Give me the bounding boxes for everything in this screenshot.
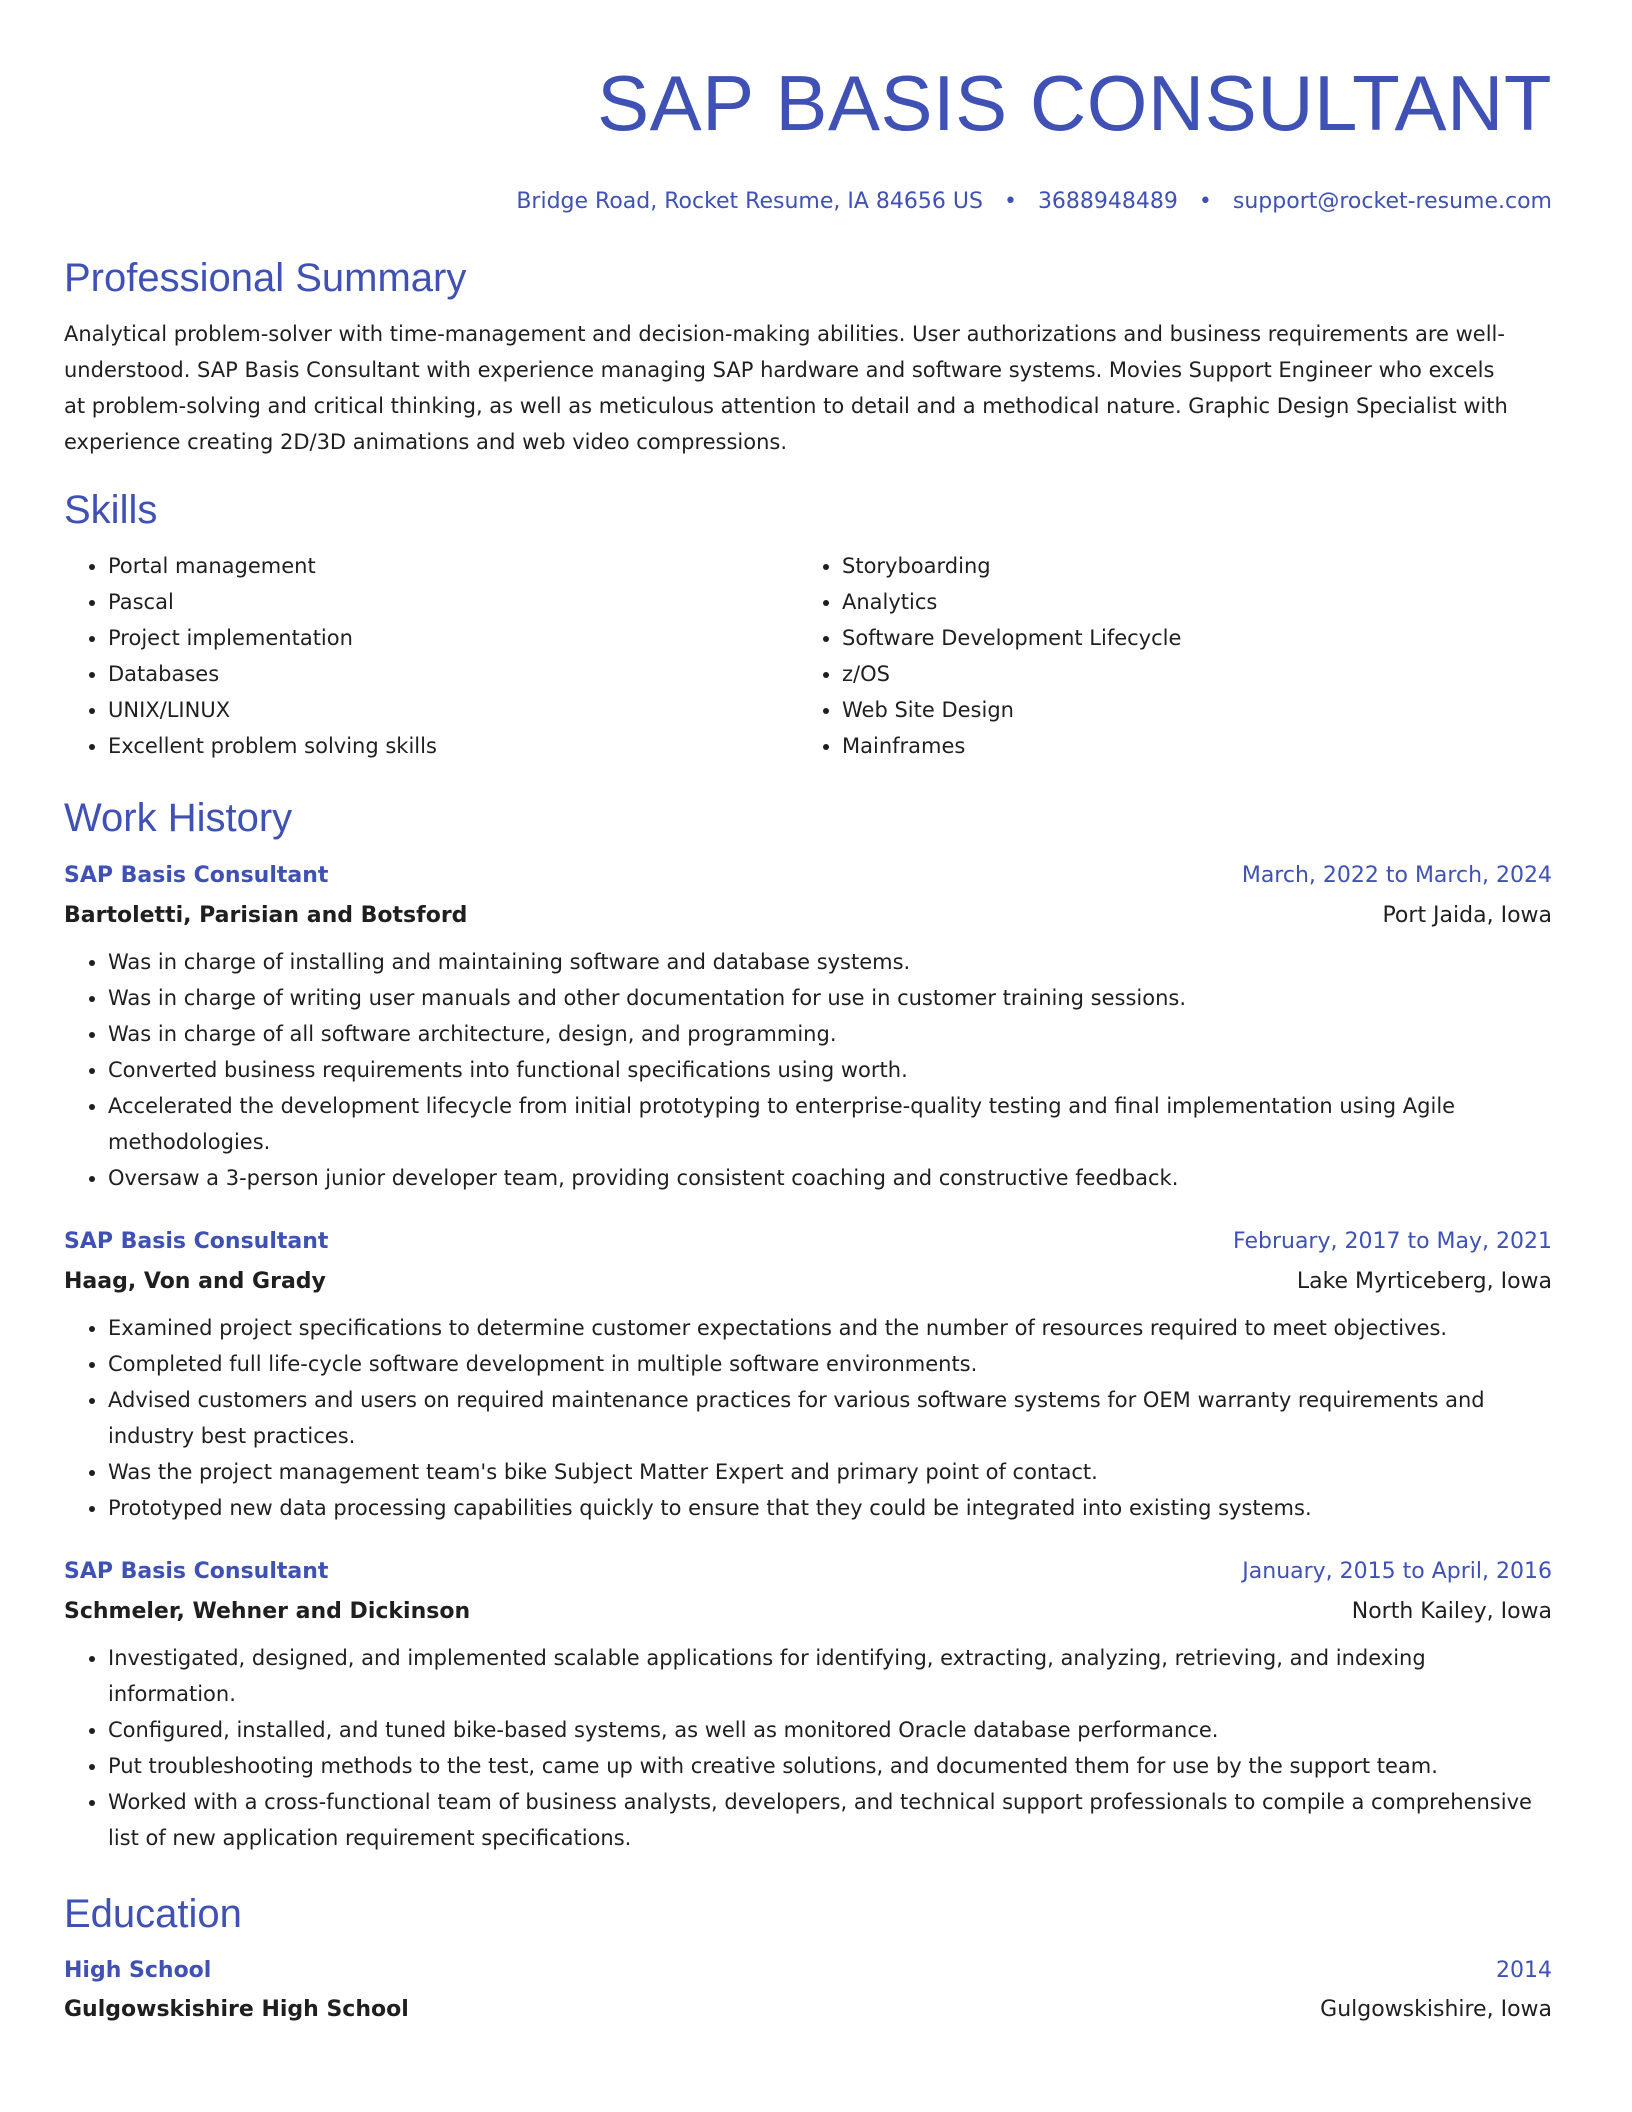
job-bullets — [64, 1310, 1552, 1526]
job-bullet: • Advised customers and users on required maintenance practices for various software systems for OEM warranty requirements and industry best practices. — [108, 1382, 1552, 1454]
address-text: Bridge Road, Rocket Resume, IA 84656 US — [516, 189, 983, 214]
skill-item: • Project implementation — [108, 620, 798, 656]
job-bullet: • Accelerated the development lifecycle from initial prototyping to enterprise-quality testing and final implementation using Agile methodologies. — [108, 1088, 1552, 1160]
job-dates: January, 2015 to April, 2016 — [1242, 1559, 1552, 1584]
job-entry — [64, 1222, 1552, 1526]
skill-item: • Software Development Lifecycle — [842, 620, 1532, 656]
work-history-list — [64, 856, 1552, 1856]
job-location: Port Jaida, Iowa — [1382, 903, 1552, 928]
job-bullet: • Was in charge of all software architecture, design, and programming. — [108, 1016, 1552, 1052]
job-title: SAP Basis Consultant — [64, 1229, 329, 1254]
skill-item: • z/OS — [842, 656, 1532, 692]
skill-item: • Mainframes — [842, 728, 1532, 764]
education-entry — [64, 1952, 1552, 2030]
skill-item: • UNIX/LINUX — [108, 692, 798, 728]
candidate-name: SAP BASIS CONSULTANT — [597, 59, 1552, 147]
email-text: support@rocket-resume.com — [1232, 189, 1552, 214]
skill-item: • Portal management — [108, 548, 798, 584]
job-bullet: • Put troubleshooting methods to the test, came up with creative solutions, and documented them for use by the support team. — [108, 1748, 1552, 1784]
skills-column-right — [798, 548, 1532, 764]
skills-column-left — [64, 548, 798, 764]
job-bullet: • Configured, installed, and tuned bike-based systems, as well as monitored Oracle database performance. — [108, 1712, 1552, 1748]
job-bullet: • Investigated, designed, and implemented scalable applications for identifying, extracting, analyzing, retrieving, and indexing information. — [108, 1640, 1552, 1712]
degree-text: High School — [64, 1958, 212, 1983]
company-name: Schmeler, Wehner and Dickinson — [64, 1599, 471, 1624]
separator-dot: • — [1003, 189, 1017, 214]
education-year: 2014 — [1496, 1958, 1552, 1983]
summary-heading: Professional Summary — [64, 256, 467, 300]
job-bullet: • Oversaw a 3-person junior developer team, providing consistent coaching and constructive feedback. — [108, 1160, 1552, 1196]
education-heading: Education — [64, 1892, 242, 1936]
job-entry — [64, 1552, 1552, 1856]
company-name: Haag, Von and Grady — [64, 1269, 326, 1294]
skill-item: • Analytics — [842, 584, 1532, 620]
phone-text: 3688948489 — [1037, 189, 1178, 214]
job-bullet: • Examined project specifications to determine customer expectations and the number of resources required to meet objectives. — [108, 1310, 1552, 1346]
school-location: Gulgowskishire, Iowa — [1320, 1997, 1552, 2022]
work-history-heading: Work History — [64, 796, 293, 840]
contact-line — [64, 186, 1552, 218]
skill-item: • Storyboarding — [842, 548, 1532, 584]
company-name: Bartoletti, Parisian and Botsford — [64, 903, 468, 928]
skill-item: • Databases — [108, 656, 798, 692]
job-bullet: • Was in charge of writing user manuals and other documentation for use in customer training sessions. — [108, 980, 1552, 1016]
job-bullets — [64, 1640, 1552, 1856]
job-dates: March, 2022 to March, 2024 — [1241, 863, 1552, 888]
job-bullet: • Was in charge of installing and maintaining software and database systems. — [108, 944, 1552, 980]
job-location: North Kailey, Iowa — [1351, 1599, 1552, 1624]
job-entry — [64, 856, 1552, 1196]
school-name: Gulgowskishire High School — [64, 1997, 409, 2022]
job-dates: February, 2017 to May, 2021 — [1233, 1229, 1552, 1254]
skill-item: • Pascal — [108, 584, 798, 620]
skills-list — [64, 548, 1552, 764]
resume-page — [64, 48, 1552, 2030]
job-bullet: • Completed full life-cycle software development in multiple software environments. — [108, 1346, 1552, 1382]
job-title: SAP Basis Consultant — [64, 1559, 329, 1584]
job-bullet: • Prototyped new data processing capabilities quickly to ensure that they could be integrated into existing systems. — [108, 1490, 1552, 1526]
job-bullets — [64, 944, 1552, 1196]
skill-item: • Web Site Design — [842, 692, 1532, 728]
job-title: SAP Basis Consultant — [64, 863, 329, 888]
job-bullet: • Was the project management team's bike Subject Matter Expert and primary point of contact. — [108, 1454, 1552, 1490]
summary-text: Analytical problem-solver with time-management and decision-making abilities. User authorizations and business requirements are well-understood. SAP Basis Consultant with experience managing SAP hardware and software systems. Movies Support Engineer who excels at problem-solving and critical thinking, as well as meticulous attention to detail and a methodical nature. Graphic Design Specialist with experience creating 2D/3D animations and web video compressions. — [64, 322, 1508, 454]
job-bullet: • Worked with a cross-functional team of business analysts, developers, and technical support professionals to compile a comprehensive list of new application requirement specifications. — [108, 1784, 1552, 1856]
job-bullet: • Converted business requirements into functional specifications using worth. — [108, 1052, 1552, 1088]
job-location: Lake Myrticeberg, Iowa — [1296, 1269, 1552, 1294]
skill-item: • Excellent problem solving skills — [108, 728, 798, 764]
skills-heading: Skills — [64, 488, 158, 532]
separator-dot: • — [1198, 189, 1212, 214]
